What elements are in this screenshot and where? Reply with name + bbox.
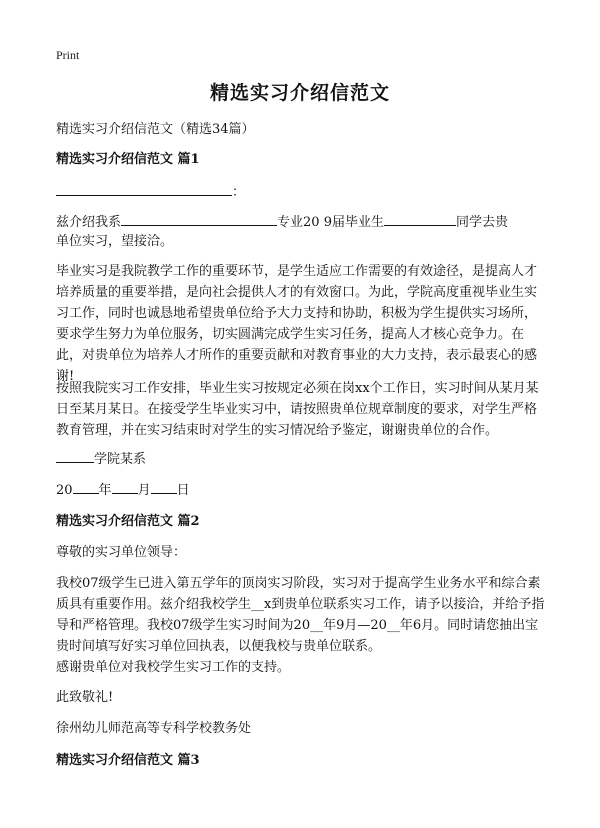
page-title: 精选实习介绍信范文 — [209, 82, 390, 104]
section-1-heading: 精选实习介绍信范文 篇1 — [56, 152, 200, 167]
section-3-heading: 精选实习介绍信范文 篇3 — [56, 753, 200, 768]
school-dept-sign: 学院某系 — [94, 452, 147, 467]
date-year-label: 年 — [98, 483, 112, 498]
section-1-para-2: 按照我院实习工作安排，毕业生实习按规定必须在岗xx个工作日，实习时间从某月某日至某月某日。在接受学生毕业实习中，请按照贵单位规章制度的要求，对学生严格教育管理，并在实习结束时对学生的实习情况给予鉴定，谢谢贵单位的合作。 — [56, 381, 539, 438]
intro-part-b: 专业20 9届毕业生 — [277, 215, 384, 230]
section-2-greeting: 尊敬的实习单位领导： — [56, 545, 187, 560]
section-2-thanks: 感谢贵单位对我校学生实习工作的支持。 — [56, 660, 291, 675]
section-1-para-1: 毕业实习是我院教学工作的重要环节，是学生适应工作需要的有效途径，是提高人才培养质量的重要举措，是向社会提供人才的有效窗口。为此，学院高度重视毕业生实习工作，同时也诚恳地希望贵单位给予大力支持和协助，积极为学生提供实习场所，要求学生努力为单位服务，切实圆满完成学生实习任务，提高人才核心竞争力。在此，对贵单位为培养人才所作的重要贡献和对教育事业的大力支持，表示最衷心的感谢! — [56, 264, 538, 384]
section-2-para-1: 我校07级学生已进入第五学年的顶岗实习阶段，实习对于提高学生业务水平和综合素质具有重要作用。兹介绍我校学生__x到贵单位联系实习工作，请予以接洽，并给予指导和严格管理。我校07级学生实习时间为20__年9月—20__年6月。同时请您抽出宝贵时间填写好实习单位回执表，以便我校与贵单位联系。 — [56, 576, 545, 654]
salutation-line — [56, 181, 546, 203]
section-2-heading: 精选实习介绍信范文 篇2 — [56, 514, 200, 529]
signature-line — [56, 448, 546, 470]
intro-part-c: 同学去贵 — [455, 215, 508, 230]
year-blank — [73, 479, 99, 494]
intro-part-a: 兹介绍我系 — [56, 215, 122, 230]
section-2-signature: 徐州幼儿师范高等专科学校教务处 — [56, 721, 252, 736]
intro-line-2: 单位实习，望接洽。 — [56, 234, 174, 249]
day-blank — [151, 479, 177, 494]
student-blank — [384, 211, 456, 226]
month-blank — [112, 479, 138, 494]
salutation-colon: ： — [232, 185, 246, 200]
date-day-label: 日 — [176, 483, 190, 498]
date-line — [56, 479, 546, 501]
section-2-closing: 此致敬礼! — [56, 690, 114, 705]
intro-line — [56, 211, 546, 233]
recipient-blank — [56, 181, 232, 196]
major-blank — [121, 211, 277, 226]
date-month-label: 月 — [137, 483, 151, 498]
subtitle: 精选实习介绍信范文（精选34篇） — [56, 122, 255, 137]
school-blank — [56, 448, 94, 463]
date-year-prefix: 20 — [56, 483, 73, 498]
print-label: Print — [56, 48, 80, 62]
